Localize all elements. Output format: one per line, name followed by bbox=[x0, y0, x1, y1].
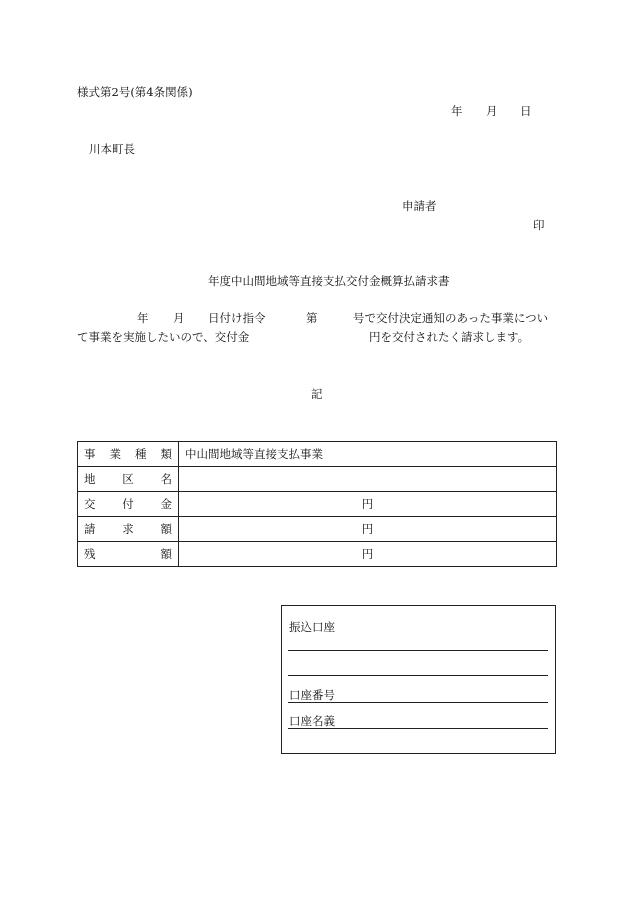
row-value: 中山間地域等直接支払事業 bbox=[185, 447, 323, 461]
row-label bbox=[78, 542, 179, 567]
row-label-char: 事 bbox=[84, 447, 96, 461]
row-label-text bbox=[84, 446, 172, 462]
table-row bbox=[78, 517, 557, 542]
row-value-cell[interactable] bbox=[179, 492, 557, 517]
body-month-label: 月 bbox=[173, 311, 185, 325]
row-unit: 円 bbox=[361, 547, 374, 561]
account-title: 振込口座 bbox=[289, 620, 335, 634]
table-row bbox=[78, 442, 557, 467]
row-label-char: 額 bbox=[160, 547, 172, 561]
row-value-cell[interactable] bbox=[179, 517, 557, 542]
bank-account-box bbox=[281, 605, 556, 754]
body-day-directive: 日付け指令 bbox=[208, 311, 266, 325]
row-label-text bbox=[84, 496, 172, 512]
row-label-char: 交 bbox=[84, 497, 96, 511]
table-row bbox=[78, 542, 557, 567]
account-holder-label: 口座名義 bbox=[289, 714, 335, 728]
row-label bbox=[78, 517, 179, 542]
table-row bbox=[78, 492, 557, 517]
date-day-label: 日 bbox=[520, 104, 532, 118]
row-label-text bbox=[84, 471, 172, 487]
row-label-char: 額 bbox=[160, 522, 172, 536]
row-label bbox=[78, 442, 179, 467]
row-unit: 円 bbox=[361, 497, 374, 511]
row-label bbox=[78, 492, 179, 517]
body-dai-label: 第 bbox=[306, 311, 318, 325]
form-number: 様式第2号(第4条関係) bbox=[77, 85, 193, 99]
body-year-label: 年 bbox=[137, 311, 149, 325]
row-value-cell[interactable] bbox=[179, 467, 557, 492]
row-label-char: 付 bbox=[122, 497, 134, 511]
row-label-char: 金 bbox=[160, 497, 172, 511]
account-holder-line[interactable] bbox=[288, 728, 548, 729]
row-unit: 円 bbox=[361, 522, 374, 536]
date-year-label: 年 bbox=[451, 104, 463, 118]
row-label-text bbox=[84, 521, 172, 537]
row-label-char: 類 bbox=[160, 447, 172, 461]
row-label-char: 区 bbox=[122, 472, 134, 486]
row-label-char: 地 bbox=[84, 472, 96, 486]
account-number-line[interactable] bbox=[288, 702, 548, 703]
seal-mark: 印 bbox=[533, 218, 545, 232]
body-line-1-rest: 号で交付決定通知のあった事業につい bbox=[353, 311, 549, 325]
applicant-label: 申請者 bbox=[402, 199, 437, 213]
row-label-char: 業 bbox=[109, 447, 121, 461]
account-line-1[interactable] bbox=[288, 650, 548, 651]
document-title: 年度中山間地域等直接支払交付金概算払請求書 bbox=[208, 274, 450, 288]
row-label-char: 名 bbox=[160, 472, 172, 486]
row-label-char: 種 bbox=[135, 447, 147, 461]
row-label-char: 請 bbox=[84, 522, 96, 536]
account-line-2[interactable] bbox=[288, 675, 548, 676]
ki-mark: 記 bbox=[311, 387, 323, 401]
row-label-text bbox=[84, 546, 172, 562]
date-month-label: 月 bbox=[486, 104, 498, 118]
row-label-char: 残 bbox=[84, 547, 96, 561]
row-label bbox=[78, 467, 179, 492]
body-line-2-part2: 円を交付されたく請求します。 bbox=[369, 330, 530, 344]
account-number-label: 口座番号 bbox=[289, 688, 335, 702]
table-row bbox=[78, 467, 557, 492]
items-table bbox=[77, 441, 557, 567]
row-label-char: 求 bbox=[122, 522, 134, 536]
body-line-2-part1: て事業を実施したいので、交付金 bbox=[77, 330, 250, 344]
row-value-cell[interactable] bbox=[179, 542, 557, 567]
addressee: 川本町長 bbox=[89, 142, 135, 156]
row-value-cell[interactable] bbox=[179, 442, 557, 467]
